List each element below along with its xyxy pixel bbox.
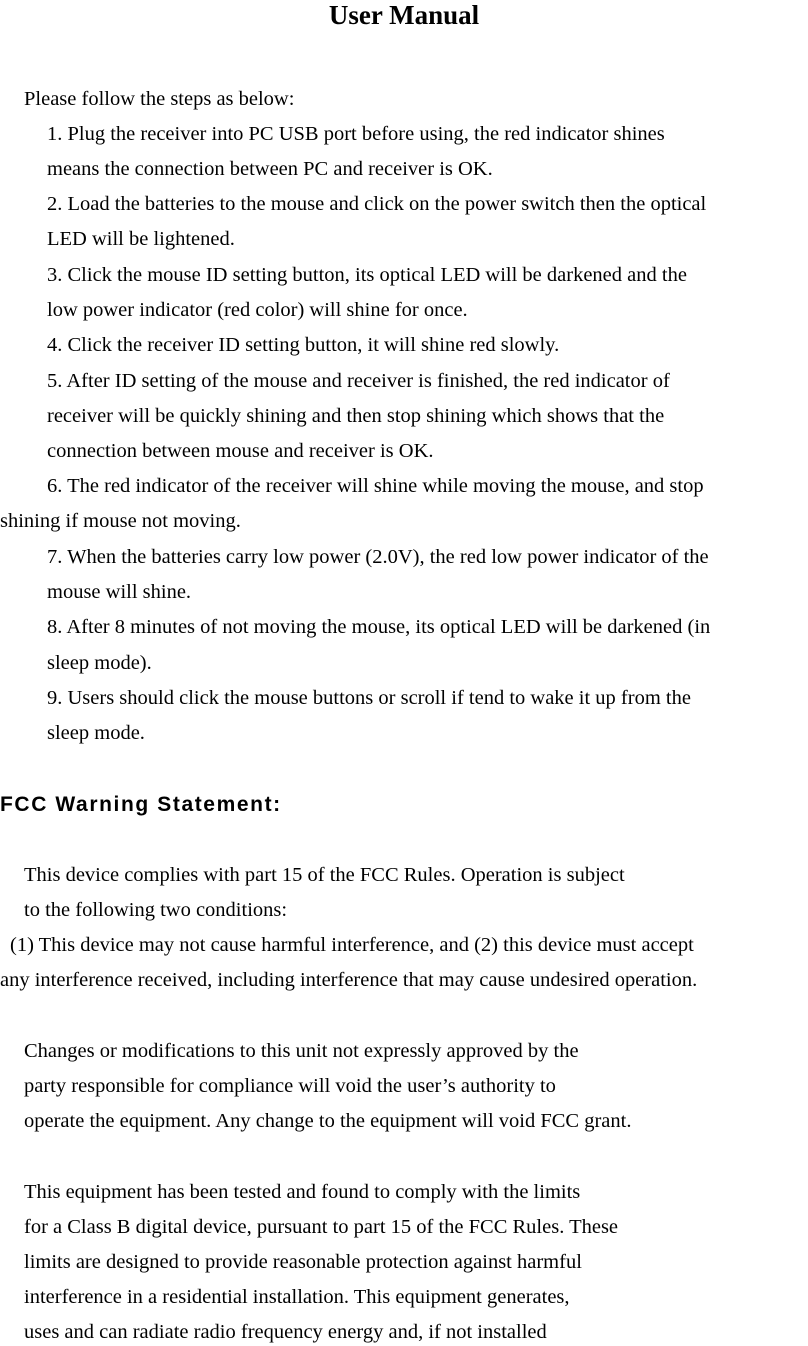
- step-2-line-1: 2. Load the batteries to the mouse and click on the power switch then the optical: [47, 193, 707, 215]
- step-6-line-1: 6. The red indicator of the receiver will shine while moving the mouse, and stop: [47, 475, 704, 497]
- fcc-p1-line-3: (1) This device may not cause harmful interference, and (2) this device must accept: [10, 934, 694, 956]
- fcc-p3-line-3: limits are designed to provide reasonable protection against harmful: [24, 1251, 582, 1273]
- fcc-p2-line-3: operate the equipment. Any change to the equipment will void FCC grant.: [24, 1110, 632, 1132]
- fcc-p3-line-2: for a Class B digital device, pursuant to part 15 of the FCC Rules. These: [24, 1216, 619, 1238]
- fcc-p1-line-2: to the following two conditions:: [24, 899, 288, 921]
- step-1-line-2: means the connection between PC and receiver is OK.: [47, 158, 493, 180]
- step-3-line-1: 3. Click the mouse ID setting button, its optical LED will be darkened and the: [47, 264, 687, 286]
- fcc-p2-line-1: Changes or modifications to this unit not expressly approved by the: [24, 1040, 579, 1062]
- fcc-heading: FCC Warning Statement:: [0, 793, 282, 816]
- step-5-line-1: 5. After ID setting of the mouse and receiver is finished, the red indicator of: [47, 370, 670, 392]
- fcc-p1-line-4: any interference received, including interference that may cause undesired operation.: [0, 969, 698, 991]
- step-1-line-1: 1. Plug the receiver into PC USB port before using, the red indicator shines: [47, 123, 665, 145]
- step-7-line-1: 7. When the batteries carry low power (2.0V), the red low power indicator of the: [47, 546, 709, 568]
- intro-text: Please follow the steps as below:: [24, 88, 295, 110]
- fcc-p3-line-5: uses and can radiate radio frequency energy and, if not installed: [24, 1321, 547, 1343]
- step-4-line-1: 4. Click the receiver ID setting button, it will shine red slowly.: [47, 334, 560, 356]
- step-8-line-1: 8. After 8 minutes of not moving the mouse, its optical LED will be darkened (in: [47, 616, 711, 638]
- fcc-p3-line-1: This equipment has been tested and found to comply with the limits: [24, 1181, 581, 1203]
- step-3-line-2: low power indicator (red color) will shine for once.: [47, 299, 468, 321]
- step-9-line-2: sleep mode.: [47, 722, 145, 744]
- fcc-p1-line-1: This device complies with part 15 of the FCC Rules. Operation is subject: [24, 864, 625, 886]
- step-5-line-3: connection between mouse and receiver is OK.: [47, 440, 434, 462]
- step-8-line-2: sleep mode).: [47, 652, 152, 674]
- step-9-line-1: 9. Users should click the mouse buttons or scroll if tend to wake it up from the: [47, 687, 691, 709]
- fcc-p2-line-2: party responsible for compliance will void the user’s authority to: [24, 1075, 556, 1097]
- fcc-p3-line-4: interference in a residential installation. This equipment generates,: [24, 1286, 570, 1308]
- step-5-line-2: receiver will be quickly shining and then stop shining which shows that the: [47, 405, 665, 427]
- step-2-line-2: LED will be lightened.: [47, 228, 235, 250]
- step-7-line-2: mouse will shine.: [47, 581, 192, 603]
- document-title: User Manual: [328, 0, 480, 30]
- step-6-line-2: shining if mouse not moving.: [0, 510, 241, 532]
